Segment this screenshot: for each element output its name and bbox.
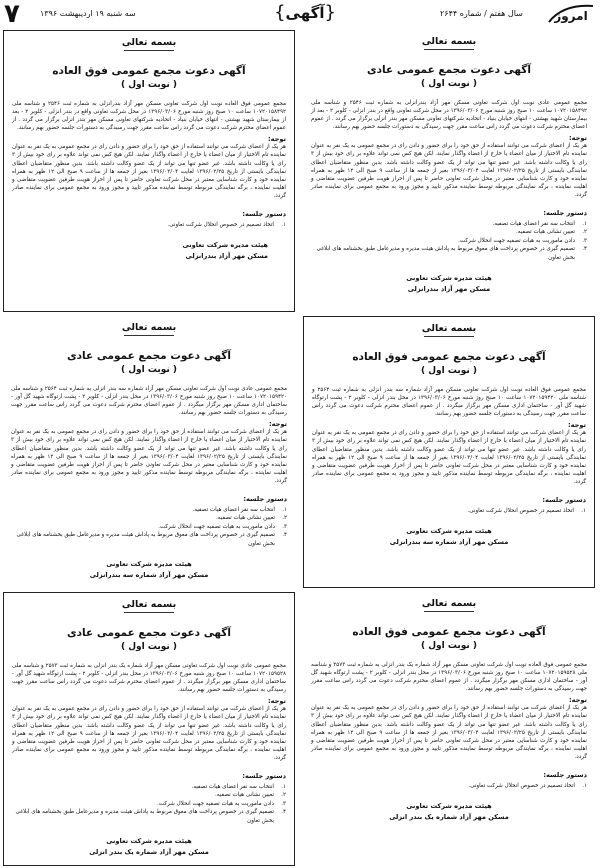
signer-line-2: مسکن مهر آزاد شماره یک بندر انزلی [89,848,209,857]
divider [424,611,474,612]
signer-block [11,560,287,579]
ad-title: آگهی دعوت مجمع عمومی عادی [67,350,231,362]
signer-block [312,527,586,546]
ad-ordinary-assembly-azad [303,30,595,312]
newspaper-logo [545,2,597,26]
notice-title: توجه: [268,135,286,144]
signer-line-2: مسکن مهر آزاد بندرانزلی [407,285,491,294]
ad-subtitle: ( نوبت اول ) [420,366,478,376]
ad-subtitle: ( نوبت اول ) [120,642,178,652]
ad-subtitle: ( نوبت اول ) [420,641,478,651]
agenda-title: دستور جلسه: [242,772,286,781]
ad-subtitle: ( نوبت اول ) [420,79,478,89]
ad-subtitle: ( نوبت اول ) [120,365,178,375]
ad-title: آگهی دعوت مجمع عمومی عادی [67,627,231,639]
signer-line-2: مسکن مهر آزاد شماره سه بندرانزلی [389,538,509,547]
ads-grid [3,30,597,866]
agenda-list [311,782,587,790]
agenda-title: دستور جلسه: [242,210,286,219]
notice-text: هر یک از اعضای شرکت می توانند استفاده از حق خود را برای حضور و دادن رای در مجمع عمومی به یک نفر به عنوان نماینده تام الاختیار از میان اعضاء یا خارج از اعضاء واگذار نمایند. لکن هیچ کس نمی تواند علاوه بر رای خود بیش از ۳ رای یا وکالت داشته باشد. غیر عضو تنها می تواند از یک عضو وکالت داشته باشد. بدین منظور متقاضیان اعطای نمایندگی بایستی از تاریخ ۱۳۹۶/۰۲/۲۵ لغایت ۱۳۹۶/۰۳/۰۴ بغیر از جمعه ها از ساعت ۹ صبح الی ۱۲ ظهر به همراه نماینده خود و کارت شناسایی معتبر در محل شرکت تعاونی حاضر تا پس از احراز هویت طرفین عضویت متقاضی و اهلیت نماینده ، برگه نمایندگی مربوطه توسط نماینده مذکور تایید و مجوز ورود به مجمع عمومی برای نماینده صادر گردد. [311,143,587,198]
bismillah: بسمه تعالی [121,322,177,333]
notice-title: توجه: [268,697,286,706]
ad-subtitle: ( نوبت اول ) [120,80,178,90]
agenda-item: ۳. دادن ماموریت به هیات تصفیه جهت انحلال شرکت. [157,800,286,807]
agenda-title: دستور جلسه: [543,771,587,780]
agenda-list [11,506,287,548]
ad-extraordinary-assembly-azad-3 [303,316,595,588]
signer-line-2: مسکن مهر آزاد بندرانزلی [185,252,268,261]
ad-body: مجمع عمومی فوق العاده نوبت اول شرکت تعاونی مسکن مهر آزاد شماره یک بندر انزلی به شماره ثبت ۲۵۷۳ و شناسه ملی ۱۰۷۲۰۱۵۹۵۲۸ ساعت ۱۰ صبح روز شنبه مورخ ۱۳۹۶/۰۳/۰۶ در محل بندر انزلی - کلوبر ۲ - پشت ارتوگاه شهید گل آور - ساختمان اداری مسکن مهر برگزار میگردد . از عموم اعضای محترم شرکت دعوت می گردد راس ساعت مقرر جهت رسیدگی به دستورات جلسه حضور بهم رسانند. [311,662,588,693]
ad-title: آگهی دعوت مجمع عمومی فوق العاده [52,65,246,77]
agenda-list [12,221,286,229]
signer-block [12,241,286,260]
page-header [0,0,600,28]
notice-text: هر یک از اعضای شرکت می توانند استفاده از حق خود را برای حضور و دادن رای در مجمع عمومی به یک نفر به عنوان نماینده تام الاختیار از میان اعضاء یا خارج از اعضاء واگذار نمایند. لکن هیچ کس نمی تواند علاوه بر رای خود بیش از ۳ رای یا وکالت داشته باشد. غیر عضو تنها می تواند از یک عضو وکالت داشته باشد. بدین منظور متقاضیان اعطای نمایندگی بایستی از تاریخ ۱۳۹۶/۰۲/۲۵ لغایت ۱۳۹۶/۰۳/۰۴ بغیر از جمعه ها از ساعت ۹ صبح الی ۱۲ ظهر به همراه نماینده خود و کارت شناسایی معتبر در محل شرکت تعاونی حاضر تا پس از احراز هویت طرفین عضویت متقاضی و اهلیت نماینده ، برگه نمایندگی مربوطه توسط نماینده مذکور تایید و مجوز ورود به مجمع عمومی برای نماینده صادر گردد. [311,705,587,760]
section-title: {آگهی} [274,2,336,23]
agenda-title: دستور جلسه: [542,496,586,505]
signer-block [311,274,587,293]
svg-text:امروز: امروز [554,9,588,23]
signer-line-2: مسکن مهر آزاد شماره یک بندر انزلی [389,813,509,822]
notice-title: توجه: [569,134,587,143]
bismillah: بسمه تعالی [121,599,177,610]
agenda-item: ۱. انتخاب سه نفر اعضای هیات تصفیه. [492,221,587,228]
agenda-item: ۲. تعیین نشانی هیات تصفیه. [214,792,286,799]
agenda-title: دستور جلسه: [543,209,587,218]
agenda-list [311,220,587,262]
signer-line-1: هیئت مدیره شرکت تعاونی [182,241,268,250]
issue-number: سال هفتم / شماره ۲۶۴۴ [440,9,523,18]
signer-line-1: هیئت مدیره شرکت تعاونی [106,560,192,569]
agenda-item: ۱. اتخاذ تصمیم در خصوص انحلال شرکت تعاونی. [167,222,286,229]
agenda-item: ۱. اتخاذ تصمیم در خصوص انحلال شرکت تعاونی. [467,508,586,515]
agenda-item: ۳. دادن ماموریت به هیات تصفیه جهت انحلال شرکت. [458,237,587,244]
bismillah: بسمه تعالی [421,323,477,334]
agenda-item: ۱. انتخاب سه نفر اعضای هیات تصفیه. [192,507,287,514]
notice-title: توجه: [269,420,287,429]
notice-text: هر یک از اعضای شرکت می توانند استفاده از حق خود را برای حضور و دادن رای در مجمع عمومی به یک نفر به عنوان نماینده تام الاختیار از میان اعضاء یا خارج از اعضاء واگذار نمایند. لکن هیچ کس نمی تواند علاوه بر رای خود بیش از ۳ رای یا وکالت داشته باشد. غیر عضو تنها می تواند از یک عضو وکالت داشته باشد. بدین منظور متقاضیان اعطای نمایندگی بایستی از تاریخ ۱۳۹۶/۰۲/۲۵ لغایت ۱۳۹۶/۰۳/۰۴ بغیر از جمعه ها از ساعت ۹ صبح الی ۱۲ ظهر به همراه نماینده خود و کارت شناسایی معتبر در محل شرکت تعاونی حاضر تا پس از احراز هویت طرفین عضویت متقاضی و اهلیت نماینده ، برگه نمایندگی مربوطه توسط نماینده مذکور تایید و مجوز ورود به مجمع عمومی برای نماینده صادر گردد. [312,430,586,485]
agenda-item: ۴. تصمیم گیری در خصوص پرداخت های معوق مربوط به پاداش هیئت مدیره و مدیرعامل طبق بخشنامه های ابلاغی بخش تعاون [16,532,287,547]
agenda-item: ۴. تصمیم گیری در خصوص پرداخت های معوق مربوط به پاداش هیئت مدیره و مدیرعامل طبق بخشنامه های ابلاغی بخش تعاون [316,246,587,261]
bismillah: بسمه تعالی [121,37,177,48]
notice-text: هر یک از اعضای شرکت می توانند استفاده از حق خود را برای حضور و دادن رای در مجمع عمومی به یک نفر به عنوان نماینده تام الاختیار از میان اعضاء یا خارج از اعضاء واگذار نمایند. لکن هیچ کس نمی تواند علاوه بر رای خود بیش از ۳ رای یا وکالت داشته باشد. غیر عضو تنها می تواند از یک عضو وکالت داشته باشد. بدین منظور متقاضیان اعطای نمایندگی بایستی از تاریخ ۱۳۹۶/۰۲/۲۵ لغایت ۱۳۹۶/۰۳/۰۴ بغیر از جمعه ها از ساعت ۹ صبح الی ۱۲ ظهر به همراه نماینده خود و کارت شناسایی معتبر در محل شرکت تعاونی حاضر تا پس از احراز هویت طرفین عضویت متقاضی و اهلیت نماینده ، برگه نمایندگی مربوطه توسط نماینده مذکور تایید و مجوز ورود به مجمع عمومی برای نماینده صادر گردد. [11,429,287,484]
signer-block [311,802,587,821]
page-number: ۷ [4,0,20,29]
agenda-item: ۲. تعیین نشانی هیات تصفیه. [215,515,287,522]
agenda-list [12,783,286,825]
signer-line-1: هیئت مدیره شرکت تعاونی [406,802,492,811]
ad-extraordinary-assembly-azad-1 [303,592,595,866]
bismillah: بسمه تعالی [421,598,477,609]
divider [424,336,474,337]
ad-title: آگهی دعوت مجمع عمومی عادی [367,64,531,76]
notice-text: هر یک از اعضای شرکت می توانند استفاده از حق خود را برای حضور و دادن رای در مجمع عمومی به یک نفر به عنوان نماینده تام الاختیار از میان اعضاء یا خارج از اعضاء واگذار نمایند. لکن هیچ کس نمی تواند علاوه بر رای خود بیش از ۳ رای یا وکالت داشته باشد. غیر عضو تنها می تواند از یک عضو وکالت داشته باشد. بدین منظور متقاضیان اعطای نمایندگی بایستی از تاریخ ۱۳۹۶/۰۲/۲۵ لغایت ۱۳۹۶/۰۳/۰۴ بغیر از جمعه ها از ساعت ۹ صبح الی ۱۲ ظهر به همراه نماینده خود و کارت شناسایی معتبر در محل شرکت تعاونی حاضر تا پس از احراز هویت طرفین عضویت متقاضی و اهلیت نماینده ، برگه نمایندگی مربوطه توسط نماینده مذکور تایید و مجوز ورود به مجمع عمومی برای نماینده صادر گردد. [12,144,286,199]
section-title-text: آگهی [285,4,325,22]
divider [124,612,174,613]
signer-line-1: هیئت مدیره شرکت تعاونی [406,527,492,536]
divider [124,50,174,51]
ad-body: مجمع عمومی عادی نوبت اول شرکت تعاونی مسکن مهر آزاد شماره یک بندر انزلی به شماره ثبت ۲۵۷۳ و شناسه ملی ۱۰۷۲۰۱۵۹۵۲۸ ساعت ۱۰ صبح روز شنبه مورخ ۱۳۹۶/۰۳/۰۶ در محل بندر انزلی - کلوبر ۲ - پشت ارتوگاه شهید گل آور - ساختمان اداری مسکن مهر برگزار میگردد . از عموم اعضای محترم شرکت دعوت می گردد راس ساعت مقرر جهت رسیدگی به دستورات جلسه حضور بهم رسانند. [12,663,287,694]
ad-extraordinary-assembly-azad [3,30,295,312]
signer-line-1: هیئت مدیره شرکت تعاونی [406,274,492,283]
agenda-title: دستور جلسه: [243,495,287,504]
notice-text: هر یک از اعضای شرکت می توانند استفاده از حق خود را برای حضور و دادن رای در مجمع عمومی به یک نفر به عنوان نماینده تام الاختیار از میان اعضاء یا خارج از اعضاء واگذار نمایند. لکن هیچ کس نمی تواند علاوه بر رای خود بیش از ۳ رای یا وکالت داشته باشد. غیر عضو تنها می تواند از یک عضو وکالت داشته باشد. بدین منظور متقاضیان اعطای نمایندگی بایستی از تاریخ ۱۳۹۶/۰۲/۲۵ لغایت ۱۳۹۶/۰۳/۰۴ بغیر از جمعه ها از ساعت ۹ صبح الی ۱۲ ظهر به همراه نماینده خود و کارت شناسایی معتبر در محل شرکت تعاونی حاضر تا پس از احراز هویت طرفین عضویت متقاضی و اهلیت نماینده ، برگه نمایندگی مربوطه توسط نماینده مذکور تایید و مجوز ورود به مجمع عمومی برای نماینده صادر گردد. [12,706,286,761]
agenda-item: ۲. تعیین نشانی هیات تصفیه. [515,229,587,236]
ad-body: مجمع عمومی عادی نوبت اول شرکت تعاونی مسکن مهر آزاد بندرانزلی به شماره ثبت ۲۵۴۶ و شناسه ملی ۱۰۷۲۰۱۵۸۴۹۲ ساعت ۱۰ صبح روز شنبه مورخ ۱۳۹۶/۰۳/۰۶ در محل شرکت تعاونی واقع در بندر انزلی - کلوبر ۲ - بعد از بیمارستان شهید بهشتی - انتهای خیابان بنیاد - اتحادیه شرکتهای تعاونی مسکن مهر بندر انزلی برگزار می گردد . از عموم اعضای محترم شرکت دعوت می گردد راس ساعت مقرر جهت رسیدگی به دستورات جلسه حضور بهم رسانند. [311,100,587,131]
signer-block [12,837,286,856]
ad-body: مجمع عمومی عادی نوبت اول شرکت تعاونی مسکن مهر آزاد شماره سه بندر انزلی به شماره ثبت ۲۵۶۴ و شناسه ملی ۱۰۷۲۰۱۵۹۴۲۰ ساعت ۱۰ صبح روز شنبه مورخ ۱۳۹۶/۰۳/۰۶ در محل بندر انزلی - کلوبر ۲ - پشت ارتوگاه شهید گل آور - ساختمان اداری مسکن مهر برگزار میگردد . از عموم اعضای محترم شرکت دعوت می گردد راس ساعت مقرر جهت رسیدگی به دستورات جلسه حضور بهم رسانند. [11,386,288,417]
issue-date: سه شنبه ۱۹ اردیبهشت ۱۳۹۶ [40,9,136,18]
ad-title: آگهی دعوت مجمع عمومی فوق العاده [352,626,546,638]
ad-body: مجمع عمومی فوق العاده نوبت اول شرکت تعاونی مسکن مهر آزاد بندرانزلی به شماره ثبت ۲۵۴۶ و شناسه ملی ۱۰۷۲۰۱۵۸۴۹۲ ساعت ۱۰ صبح روز شنبه مورخ ۱۳۹۶/۰۳/۰۶ در محل شرکت تعاونی واقع در بندر انزلی - کلوبر ۲ - بعد از بیمارستان شهید بهشتی - انتهای خیابان بنیاد - اتحادیه شرکتهای تعاونی مسکن مهر بندر انزلی برگزار می گردد . از عموم اعضای محترم شرکت دعوت می گردد راس ساعت مقرر جهت رسیدگی به دستورات جلسه حضور بهم رسانند. [12,101,287,132]
ad-ordinary-assembly-azad-3 [3,316,295,588]
agenda-item: ۳. دادن ماموریت به هیات تصفیه جهت انحلال شرکت. [158,523,287,530]
divider [124,335,174,336]
ad-ordinary-assembly-azad-1 [3,592,295,866]
signer-line-2: مسکن مهر آزاد شماره سه بندرانزلی [89,571,209,580]
bismillah: بسمه تعالی [421,36,477,47]
notice-title: توجه: [568,421,586,430]
agenda-item: ۱. انتخاب سه نفر اعضای هیات تصفیه. [191,784,286,791]
notice-title: توجه: [569,696,587,705]
divider [424,49,474,50]
agenda-item: ۴. تصمیم گیری در خصوص پرداخت های معوق مربوط به پاداش هیئت مدیره و مدیرعامل طبق بخشنامه های ابلاغی بخش تعاون [15,809,286,824]
agenda-list [312,507,586,515]
signer-line-1: هیئت مدیره شرکت تعاونی [106,837,192,846]
ad-title: آگهی دعوت مجمع عمومی فوق العاده [352,351,546,363]
ad-body: مجمع عمومی فوق العاده نوبت اول شرکت تعاونی مسکن مهر آزاد شماره سه بندر انزلی به شماره ثبت ۲۵۶۴ و شناسه ملی ۱۰۷۲۰۱۵۹۴۲۰ ساعت ۱۰ صبح روز شنبه مورخ ۱۳۹۶/۰۳/۰۶ در محل بندر انزلی - کلوبر ۲ - پشت ارتوگاه شهید گل آور - ساختمان اداری مسکن مهر برگزار میگردد . از عموم اعضای محترم شرکت دعوت می گردد راس ساعت مقرر جهت رسیدگی به دستورات جلسه حضور بهم رسانند. [312,387,586,418]
agenda-item: ۱. اتخاذ تصمیم در خصوص انحلال شرکت تعاونی. [468,783,587,790]
